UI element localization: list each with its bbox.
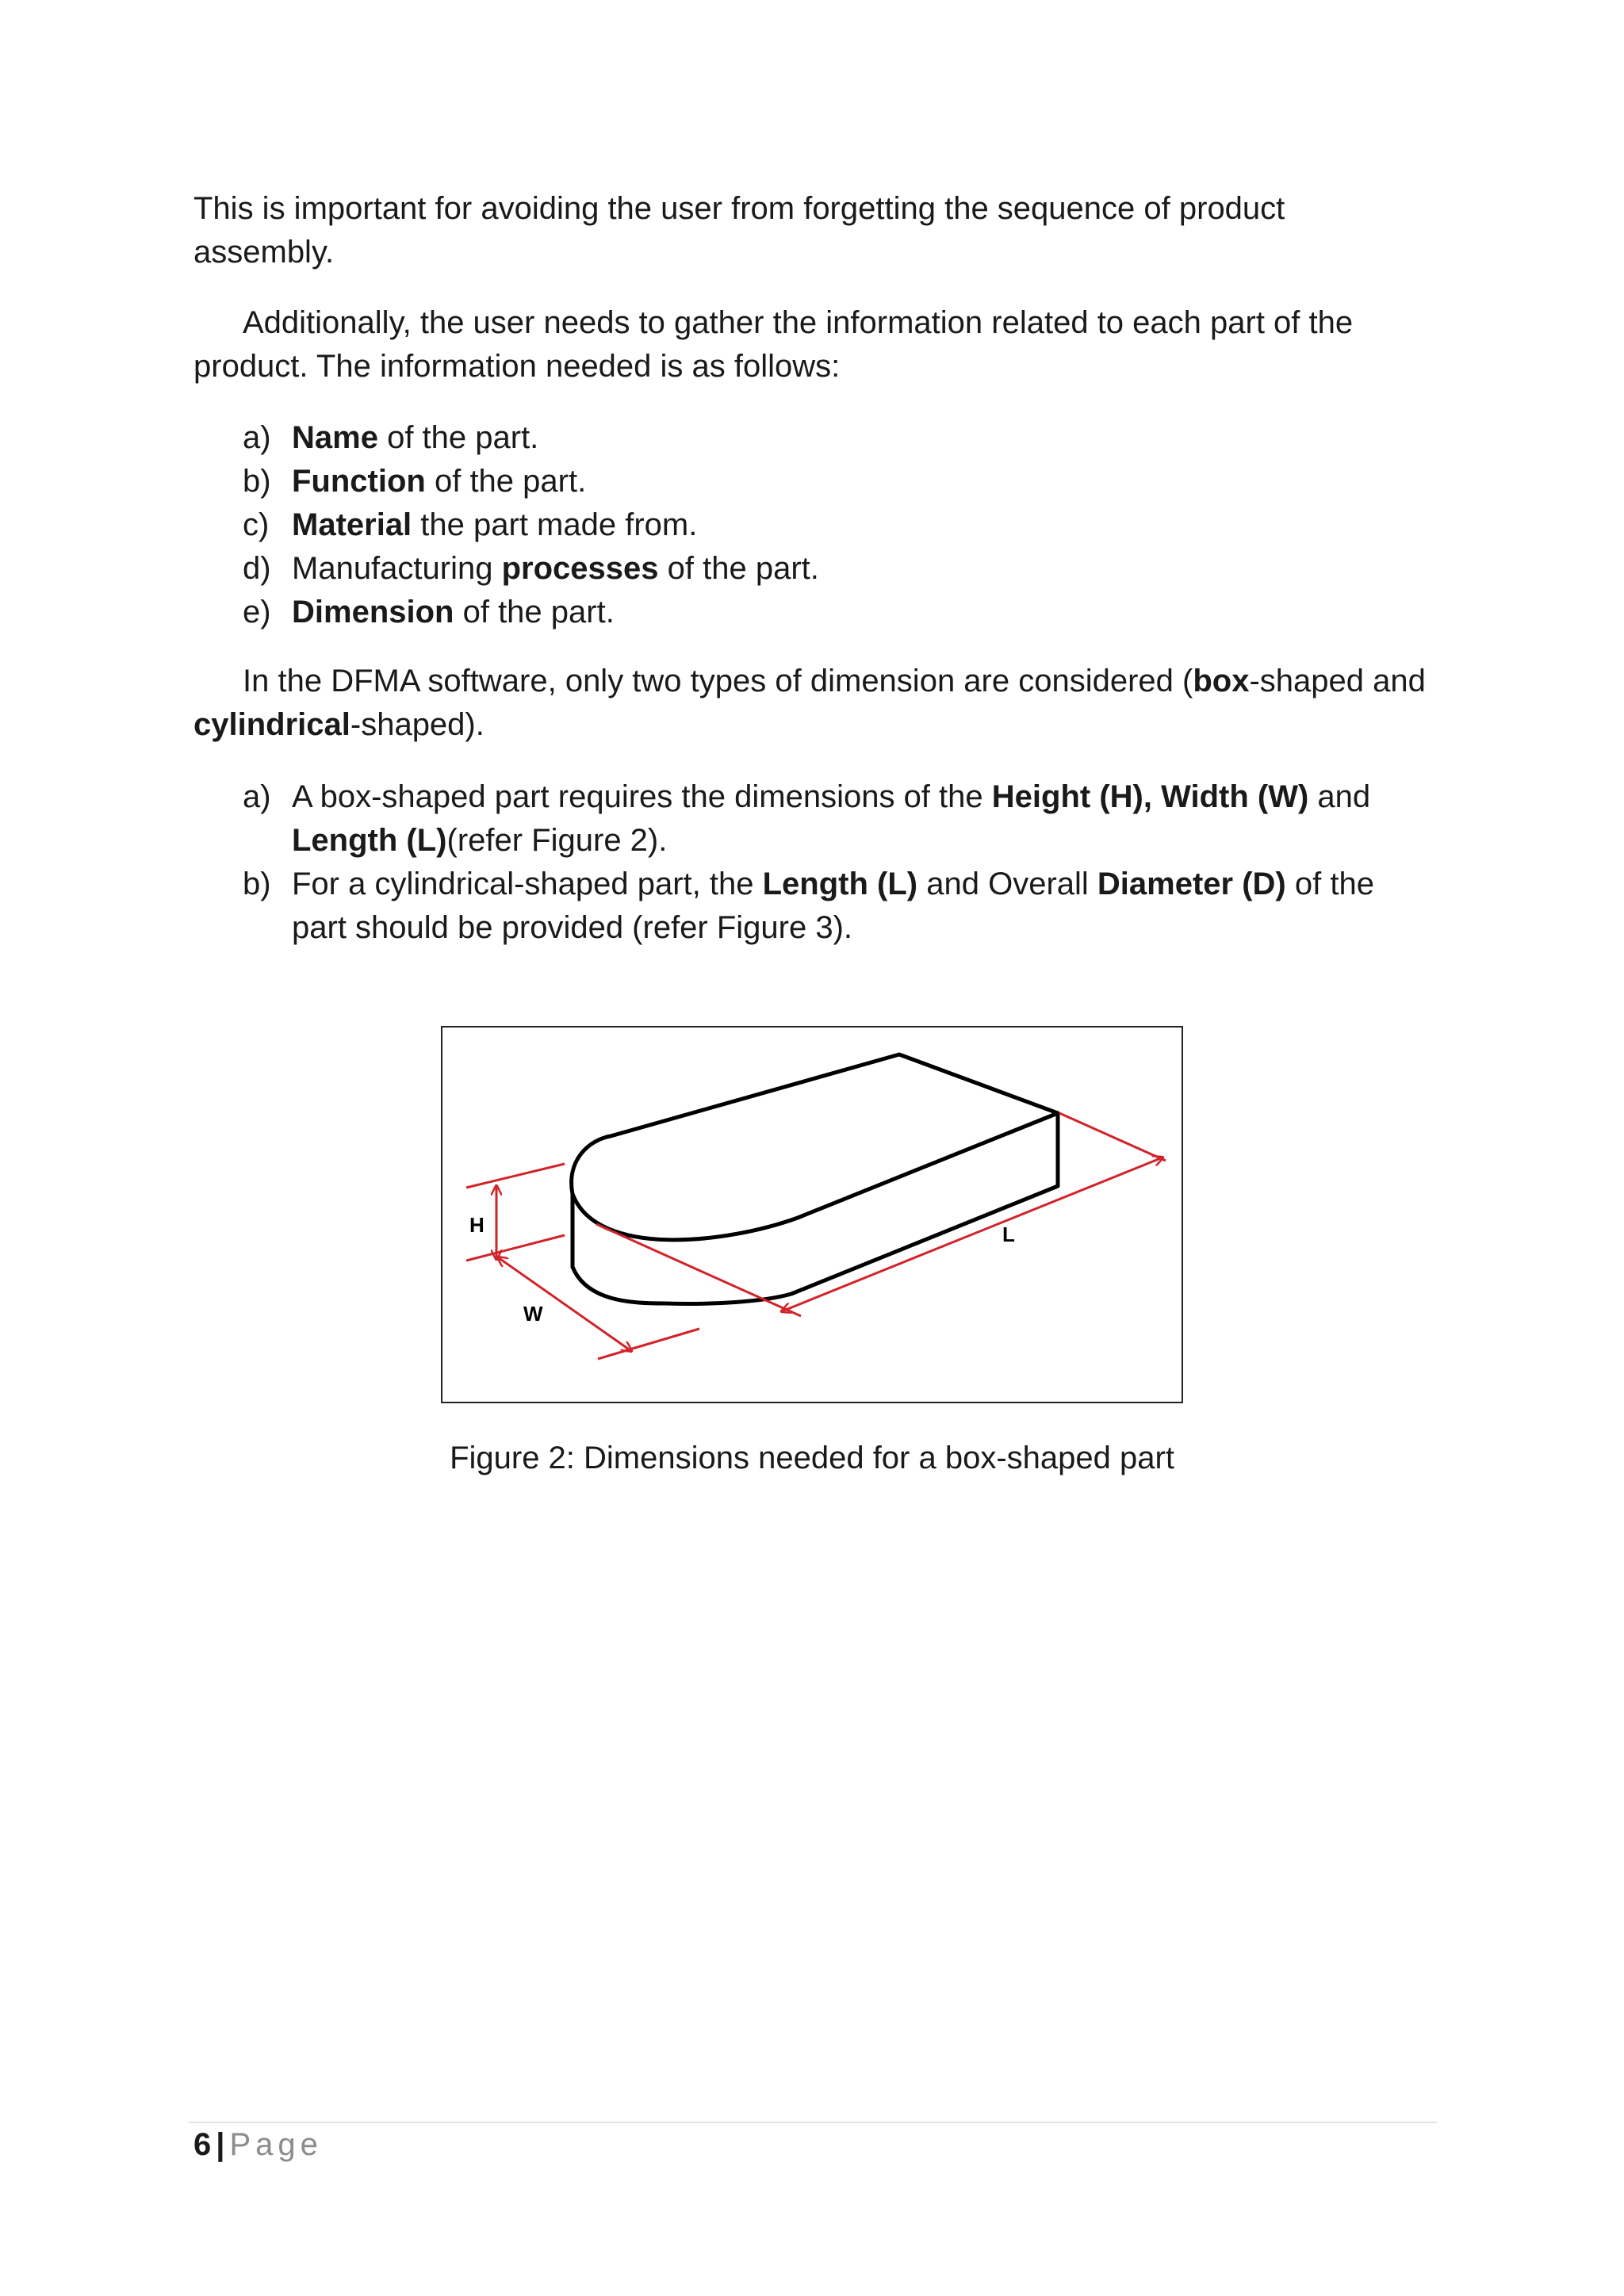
page-word: Page	[229, 2127, 323, 2162]
page-number: 6	[193, 2127, 212, 2162]
list-marker: c)	[243, 507, 270, 542]
list-text: of the part.	[658, 551, 819, 586]
paragraph-info-intro	[193, 301, 1431, 388]
part-outline	[572, 1054, 1058, 1304]
h-extension-top	[466, 1164, 565, 1188]
paragraph-text: -shaped).	[350, 707, 485, 742]
list-marker: e)	[243, 595, 271, 629]
figure-2-box	[441, 1026, 1183, 1403]
label-l: L	[1002, 1223, 1015, 1246]
w-dimension-arrow	[498, 1257, 631, 1351]
l-extension-right	[1059, 1113, 1166, 1161]
box-shaped-part-diagram	[442, 1027, 1182, 1402]
list-text: of the part should be provided (refer Figure 3).	[292, 867, 1374, 945]
list-marker: a)	[243, 420, 271, 455]
list-bold-term: Length (L)	[762, 867, 918, 901]
list-item	[243, 416, 1432, 460]
figure-caption: Figure 2: Dimensions needed for a box-shaped part	[450, 1441, 1174, 1475]
list-bold-term: Dimension	[292, 595, 454, 629]
list-marker: b)	[243, 464, 271, 499]
list-item	[243, 863, 1432, 950]
paragraph-dimension-types	[193, 660, 1431, 747]
list-bold-term: Height (H), Width (W)	[991, 779, 1309, 814]
list-text: Manufacturing	[292, 551, 502, 586]
list-bold-term: Material	[292, 507, 412, 542]
list-text: of the part.	[377, 420, 539, 455]
list-text: of the part.	[454, 595, 615, 629]
list-bold-term: Function	[292, 464, 426, 499]
label-h: H	[469, 1213, 485, 1237]
list-text: and	[1308, 779, 1371, 814]
top-face-edge	[572, 1054, 1058, 1240]
list-bold-term: Diameter (D)	[1097, 867, 1286, 901]
list-text: and Overall	[917, 867, 1097, 901]
bold-term: cylindrical	[193, 707, 350, 742]
list-item	[243, 775, 1432, 863]
label-w: W	[523, 1302, 543, 1326]
list-text: For a cylindrical-shaped part, the	[292, 867, 763, 901]
list-bold-term: Name	[292, 420, 378, 455]
info-list	[243, 416, 1432, 634]
list-text: A box-shaped part requires the dimensions of the	[292, 779, 992, 814]
bold-term: box	[1193, 664, 1250, 698]
paragraph-text: Additionally, the user needs to gather the information related to each part of the product. The information needed is as follows:	[193, 305, 1354, 384]
list-marker: b)	[243, 867, 271, 901]
paragraph-sequence-note	[193, 187, 1431, 274]
list-text: (refer Figure 2).	[446, 823, 668, 858]
shape-list	[243, 775, 1432, 950]
list-text: of the part.	[425, 464, 587, 499]
footer-divider	[189, 2122, 1437, 2123]
h-extension-bottom	[466, 1235, 565, 1261]
list-bold-term: Length (L)	[292, 823, 447, 858]
footer-separator: |	[216, 2127, 225, 2162]
list-item	[243, 547, 1432, 591]
list-text: the part made from.	[412, 507, 698, 542]
w-extension-end	[598, 1329, 699, 1359]
list-marker: a)	[243, 779, 271, 814]
list-item	[243, 591, 1432, 634]
list-item	[243, 503, 1432, 547]
l-dimension-arrow	[782, 1158, 1162, 1311]
list-bold-term: processes	[501, 551, 659, 586]
paragraph-text: -shaped and	[1249, 664, 1426, 698]
paragraph-text: This is important for avoiding the user from forgetting the sequence of product assembly.	[193, 191, 1285, 270]
list-marker: d)	[243, 551, 271, 586]
page-footer	[193, 2123, 323, 2167]
list-item	[243, 460, 1432, 503]
paragraph-text: In the DFMA software, only two types of dimension are considered (	[243, 664, 1193, 698]
